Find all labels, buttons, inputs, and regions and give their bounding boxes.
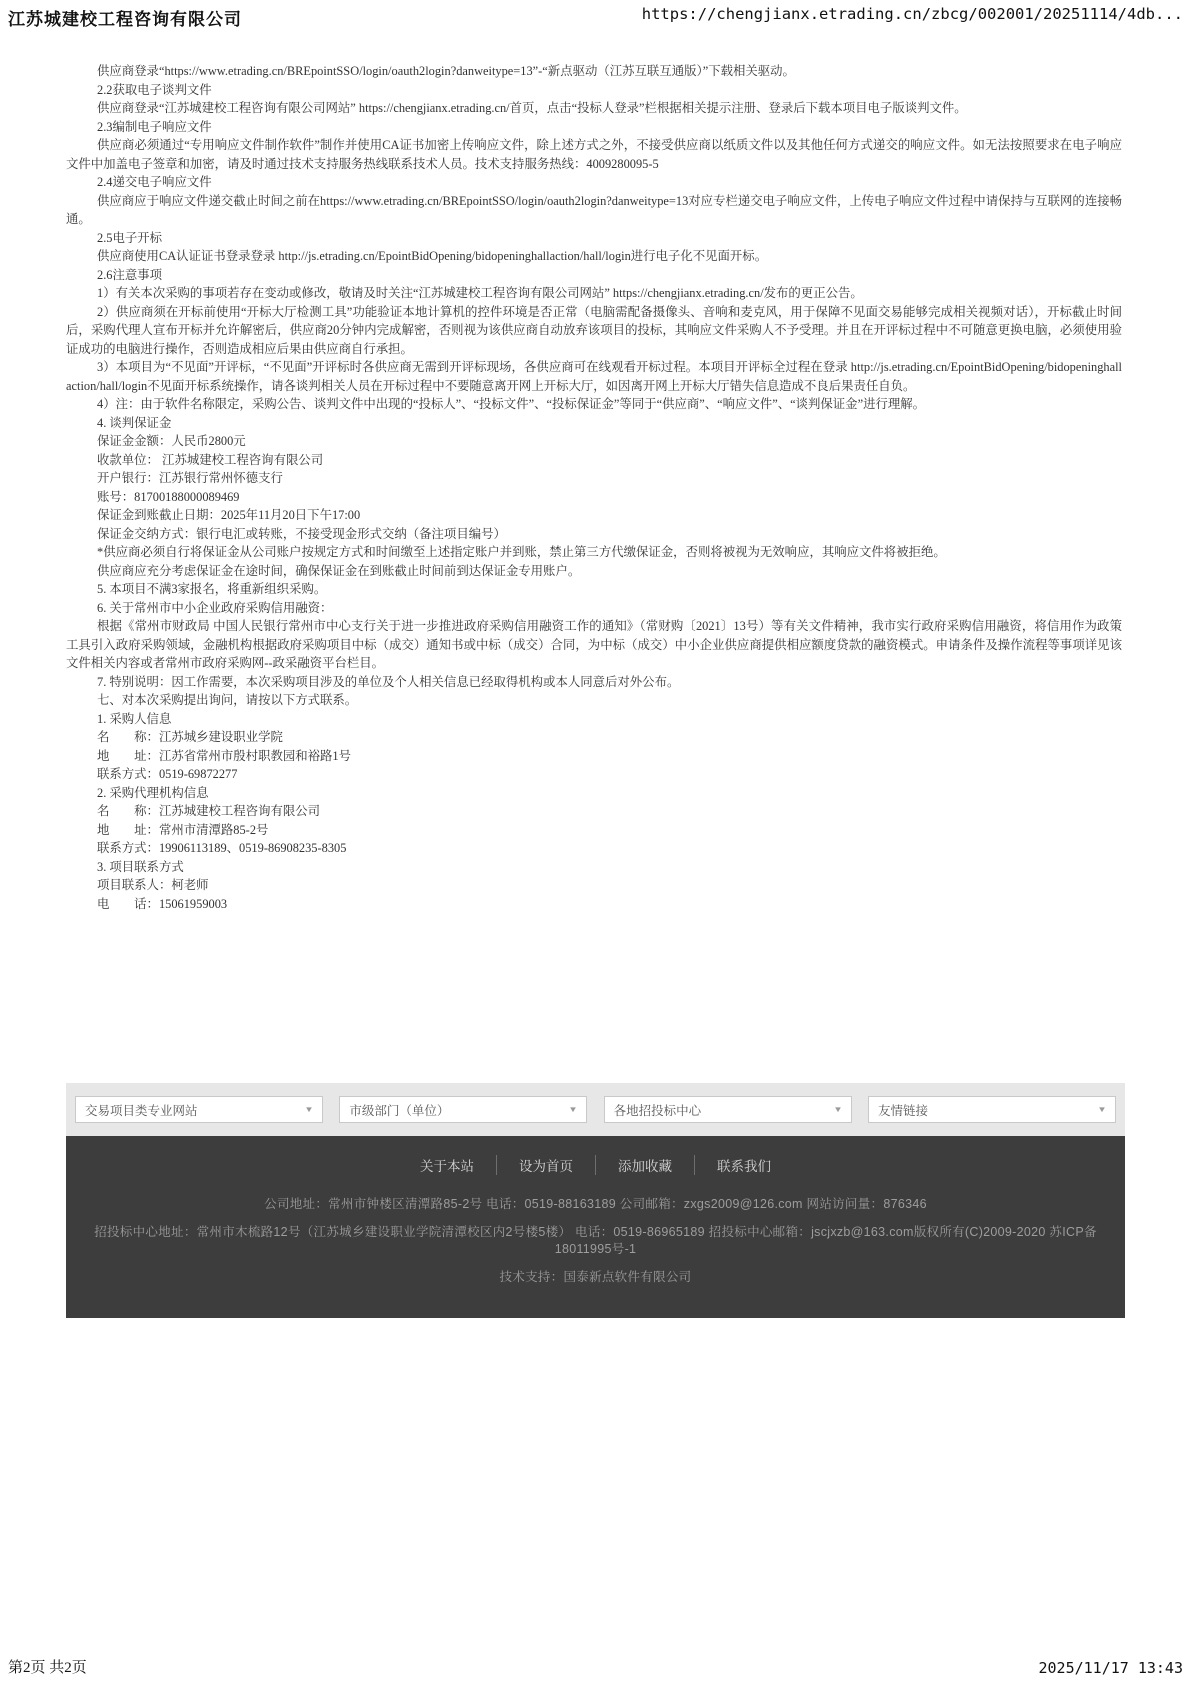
footer-info-line: 公司地址：常州市钟楼区清潭路85-2号 电话：0519-88163189 公司邮箱：zxgs2009@126.com 网站访问量：876346 xyxy=(264,1197,927,1211)
document-paragraph: 地 址：常州市清潭路85-2号 xyxy=(97,822,269,837)
document-paragraph: 2.3编制电子响应文件 xyxy=(97,119,212,134)
footer-nav-link[interactable]: 关于本站 xyxy=(420,1159,474,1174)
document-paragraph: 2.2获取电子谈判文件 xyxy=(97,82,212,97)
document-paragraph: 根据《常州市财政局 中国人民银行常州市中心支行关于进一步推进政府采购信用融资工作的通知》（常财购〔2021〕13号）等有关文件精神，我市实行政府采购信用融资，将信用作为政策工具引入政府采购领域，金融机构根据政府采购项目中标（成交）通知书或中标（成交）合同，为中标（成交）中小企业供应商提供相应额度贷款的融资模式。申请条件及操作流程等事项详见该文件相关内容或者常州市政府采购网--政采融资平台栏目。 xyxy=(66,619,1122,670)
print-header xyxy=(8,5,1183,30)
print-footer xyxy=(8,1656,1183,1677)
document-paragraph: 3）本项目为“不见面”开评标，“不见面”开评标时各供应商无需到开评标现场，各供应商可在线观看开标过程。本项目开评标全过程在登录 http://js.etrading.cn/EpointBidOpening/bidopeninghallaction/hall/login不见面开标系统操作，请各谈判相关人员在开标过程中不要随意离开网上开标大厅，如因离开网上开标大厅错失信息造成不良后果责任自负。 xyxy=(66,360,1122,393)
document-paragraph: 供应商应于响应文件递交截止时间之前在https://www.etrading.cn/BREpointSSO/login/oauth2login?danweitype=13对应专栏递交电子响应文件，上传电子响应文件过程中请保持与互联网的连接畅通。 xyxy=(66,193,1122,226)
site-footer xyxy=(66,1136,1125,1318)
footer-dropdown-label: 友情链接 xyxy=(877,1103,928,1118)
document-paragraph: 名 称：江苏城乡建设职业学院 xyxy=(97,730,283,744)
document-paragraph: 保证金金额：人民币2800元 xyxy=(97,434,246,448)
document-paragraph: 电 话：15061959003 xyxy=(97,896,228,911)
footer-dropdown-label: 交易项目类专业网站 xyxy=(85,1103,198,1118)
document-paragraph: 3. 项目联系方式 xyxy=(97,859,184,874)
chevron-down-icon: ▼ xyxy=(568,1105,579,1114)
footer-dropdown-label: 市级部门（单位） xyxy=(349,1103,450,1118)
document-paragraph: *供应商必须自行将保证金从公司账户按规定方式和时间缴至上述指定账户并到账，禁止第三方代缴保证金，否则将被视为无效响应，其响应文件将被拒绝。 xyxy=(97,545,946,559)
print-datetime: 2025/11/17 13:43 xyxy=(1038,1659,1183,1677)
footer-dropdown[interactable] xyxy=(339,1096,587,1123)
document-paragraph: 2. 采购代理机构信息 xyxy=(97,785,209,800)
source-url: https://chengjianx.etrading.cn/zbcg/002001/20251114/4db... xyxy=(641,5,1183,23)
document-paragraph: 联系方式：0519-69872277 xyxy=(97,767,238,781)
document-paragraph: 供应商应充分考虑保证金在途时间，确保保证金在到账截止时间前到达保证金专用账户。 xyxy=(97,563,581,578)
document-paragraph: 6. 关于常州市中小企业政府采购信用融资： xyxy=(97,600,333,615)
chevron-down-icon: ▼ xyxy=(304,1105,314,1114)
footer-info-line: 招投标中心地址：常州市木梳路12号（江苏城乡建设职业学院清潭校区内2号楼5楼） 电话：0519-86965189 招投标中心邮箱：jscjxzb@163.com版权所有(C)2009-2020 苏ICP备18011995号-1 xyxy=(94,1225,1097,1256)
document-paragraph: 2.4递交电子响应文件 xyxy=(97,175,212,189)
friendly-links-bar xyxy=(66,1083,1125,1136)
document-paragraph: 2）供应商须在开标前使用“开标大厅检测工具”功能验证本地计算机的控件环境是否正常（电脑需配备摄像头、音响和麦克风，用于保障不见面交易能够完成相关视频对话），开标截止时间后，采购代理人宣布开标并允许解密后，供应商20分钟内完成解密，否则视为该供应商自动放弃该项目的投标，其响应文件采购人不予受理。并且在开评标过程中不可随意更换电脑，必须使用验证成功的电脑进行操作，否则造成相应后果由供应商自行承担。 xyxy=(66,304,1122,356)
document-paragraph: 联系方式：19906113189、0519-86908235-8305 xyxy=(97,841,347,855)
document-paragraph: 供应商登录“江苏城建校工程咨询有限公司网站” https://chengjianx.etrading.cn/首页，点击“投标人登录”栏根据相关提示注册、登录后下载本项目电子版谈判文件。 xyxy=(97,101,967,115)
footer-info-lines xyxy=(66,1196,1125,1286)
document-paragraph: 4. 谈判保证金 xyxy=(97,415,172,430)
document-paragraph: 7. 特别说明：因工作需要，本次采购项目涉及的单位及个人相关信息已经取得机构或本人同意后对外公布。 xyxy=(97,674,680,689)
document-paragraph: 1. 采购人信息 xyxy=(97,711,172,726)
document-paragraph: 保证金交纳方式：银行电汇或转账，不接受现金形式交纳（备注项目编号） xyxy=(97,526,506,541)
document-paragraph: 供应商使用CA认证证书登录登录 http://js.etrading.cn/EpointBidOpening/bidopeninghallaction/hall/login进行电子化不见面开标。 xyxy=(97,249,768,263)
footer-dropdown[interactable] xyxy=(868,1096,1116,1123)
footer-nav-link[interactable]: 添加收藏 xyxy=(595,1155,694,1175)
document-paragraph: 2.5电子开标 xyxy=(97,230,163,245)
document-paragraph: 保证金到账截止日期：2025年11月20日下午17:00 xyxy=(97,508,361,522)
document-paragraph: 5. 本项目不满3家报名，将重新组织采购。 xyxy=(97,582,327,596)
company-name: 江苏城建校工程咨询有限公司 xyxy=(8,10,242,29)
document-paragraph: 供应商登录“https://www.etrading.cn/BREpointSSO/login/oauth2login?danweitype=13”-“新点驱动（江苏互联互通版）”下载相关驱动。 xyxy=(97,64,795,78)
footer-nav-link[interactable]: 联系我们 xyxy=(694,1155,793,1175)
chevron-down-icon: ▼ xyxy=(832,1105,843,1114)
document-paragraph: 1）有关本次采购的事项若存在变动或修改，敬请及时关注“江苏城建校工程咨询有限公司网站” https://chengjianx.etrading.cn/发布的更正公告。 xyxy=(97,286,863,300)
footer-info-line: 技术支持：国泰新点软件有限公司 xyxy=(499,1270,692,1284)
document-paragraph: 收款单位： 江苏城建校工程咨询有限公司 xyxy=(97,452,324,467)
document-paragraph: 地 址：江苏省常州市殷村职教园和裕路1号 xyxy=(97,748,352,763)
footer-nav xyxy=(66,1149,1125,1185)
document-paragraph: 项目联系人：柯老师 xyxy=(97,878,209,892)
footer-dropdown[interactable] xyxy=(75,1096,323,1123)
webpage-footer-block xyxy=(66,1083,1125,1318)
document-paragraph: 2.6注意事项 xyxy=(97,267,163,282)
page-indicator: 第2页 共2页 xyxy=(8,1660,87,1676)
document-body xyxy=(66,62,1122,913)
document-paragraph: 开户银行：江苏银行常州怀德支行 xyxy=(97,471,283,485)
footer-dropdown[interactable] xyxy=(604,1096,852,1123)
document-paragraph: 名 称：江苏城建校工程咨询有限公司 xyxy=(97,804,321,818)
document-paragraph: 供应商必须通过“专用响应文件制作软件”制作并使用CA证书加密上传响应文件，除上述方式之外，不接受供应商以纸质文件以及其他任何方式递交的响应文件。如无法按照要求在电子响应文件中加盖电子签章和加密，请及时通过技术支持服务热线联系技术人员。技术支持服务热线：4009280095-5 xyxy=(66,138,1122,171)
document-paragraph: 七、对本次采购提出询问，请按以下方式联系。 xyxy=(97,693,358,707)
footer-dropdown-label: 各地招投标中心 xyxy=(613,1103,702,1118)
chevron-down-icon: ▼ xyxy=(1097,1105,1107,1114)
document-paragraph: 账号：81700188000089469 xyxy=(97,489,240,504)
document-paragraph: 4）注：由于软件名称限定，采购公告、谈判文件中出现的“投标人”、“投标文件”、“投标保证金”等同于“供应商”、“响应文件”、“谈判保证金”进行理解。 xyxy=(97,397,926,411)
footer-nav-link[interactable]: 设为首页 xyxy=(496,1155,595,1175)
